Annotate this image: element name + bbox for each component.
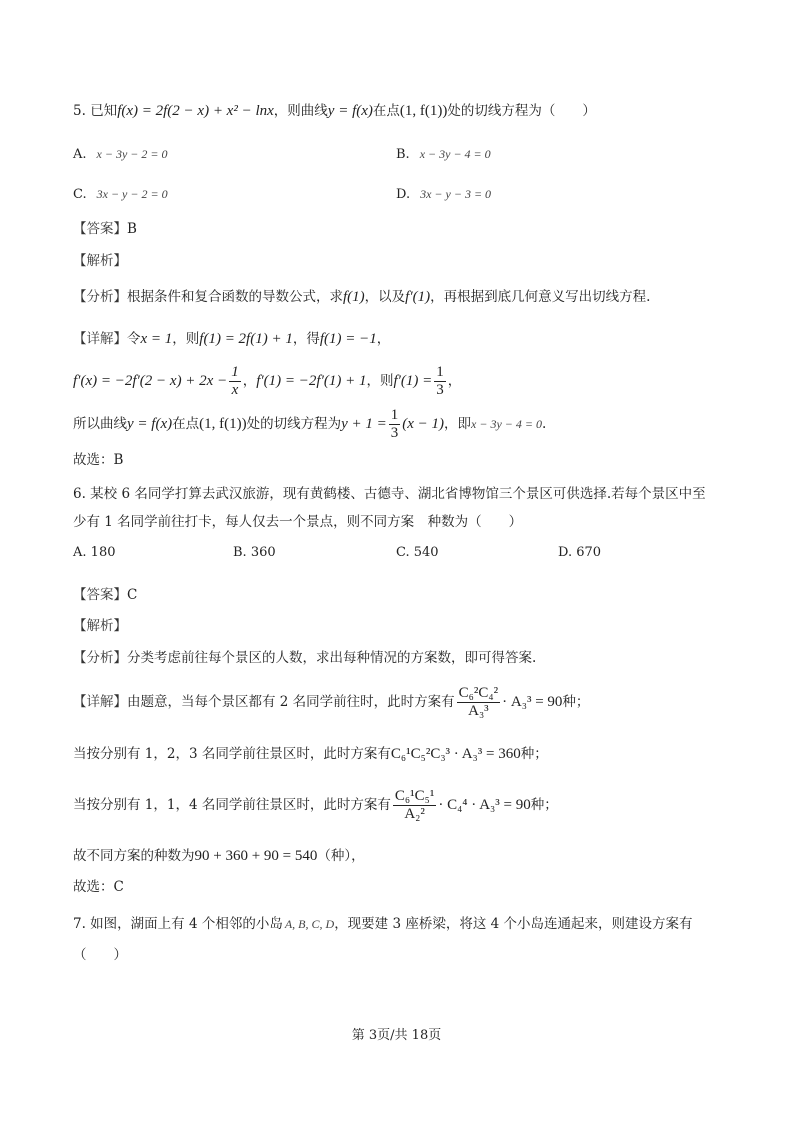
q6-choose: 故选：C [73,879,124,895]
q5-fraction-slope: $\frac{1}{3}$ [390,407,399,441]
q6-analysis: 【分析】分类考虑前往每个景区的人数，求出每种情况的方案数，即可得答案. [73,650,537,666]
q6-detail-line-2: 当按分别有 1，2，3 名同学前往景区时，此时方案有C₆¹C₅²C₃³ · A₃³ = 360种； [73,746,548,762]
page-footer: 第 3页/共 18页 [351,1028,442,1043]
q5-fraction-one-third: $\frac{1}{3}$ [436,364,444,398]
q6-option-c: C. 540 [396,545,439,560]
q5-choose: 故选：B [73,452,124,468]
q6-jiexi-heading: 【解析】 [73,618,127,634]
q5-jiexi-heading: 【解析】 [73,253,127,269]
q5-stem: 5. 已知f(x) = 2f(2 − x) + x² − lnx，则曲线y = f(x)在点(1, f(1))处的切线方程为（ ） [73,103,596,119]
q6-detail-line-1: 【详解】由题意，当每个景区都有 2 名同学前往时，此时方案有 $\frac{\text{C₆²C₄²}}{\text{A₃³}}$ · A₃³ = 90种； [73,685,590,719]
q6-fraction-case-1: $\frac{\text{C₆²C₄²}}{\text{A₃³}}$ [458,685,499,719]
q5-analysis: 【分析】根据条件和复合函数的导数公式，求f(1)，以及f′(1)，再根据到底几何意义写出切线方程. [73,289,651,305]
q6-option-a: A. 180 [73,545,116,560]
q5-detail-line-3: 所以曲线y = f(x)在点(1, f(1))处的切线方程为y + 1 = $\frac{1}{3}$ (x − 1)，即x − 3y − 4 = 0. [73,407,547,441]
q5-detail-line-2: f′(x) = −2f′(2 − x) + 2x − $\frac{1}{x}$ ，f′(1) = −2f′(1) + 1，则f′(1) = $\frac{1}{3}$ ， [73,364,462,398]
q5-option-d: D. 3x − y − 3 = 0 [396,187,492,202]
q5-answer: 【答案】B [73,221,137,237]
q5-option-a: A. x − 3y − 2 = 0 [73,147,168,162]
q7-stem-line-1: 7. 如图，湖面上有 4 个相邻的小岛 A, B, C, D，现要建 3 座桥梁，将这 4 个小岛连通起来，则建设方案有 [73,916,693,932]
q5-fraction-1-over-x: $\frac{1}{x}$ [231,364,239,398]
q5-detail-line-1: 【详解】令x = 1，则f(1) = 2f(1) + 1，得f(1) = −1， [73,331,391,347]
q6-stem-line-2: 少有 1 名同学前往打卡，每人仅去一个景点，则不同方案 种数为（ ） [73,514,523,530]
q5-option-b: B. x − 3y − 4 = 0 [396,147,491,162]
q6-option-d: D. 670 [558,545,602,560]
q6-detail-line-4: 故不同方案的种数为90 + 360 + 90 = 540（种）， [73,848,365,864]
q6-stem-line-1: 6. 某校 6 名同学打算去武汉旅游，现有黄鹤楼、古德寺、湖北省博物馆三个景区可供选择.若每个景区中至 [73,486,706,502]
q5-option-c: C. 3x − y − 2 = 0 [73,187,168,202]
q6-fraction-case-3: $\frac{\text{C₆¹C₅¹}}{\text{A₂²}}$ [394,788,435,822]
q6-detail-line-3: 当按分别有 1，1，4 名同学前往景区时，此时方案有 $\frac{\text{C₆¹C₅¹}}{\text{A₂²}}$ · C₄⁴ · A₃³ = 90种； [73,788,558,822]
q6-option-b: B. 360 [233,545,276,560]
q6-answer: 【答案】C [73,587,138,603]
q7-stem-line-2: （ ） [73,947,127,963]
